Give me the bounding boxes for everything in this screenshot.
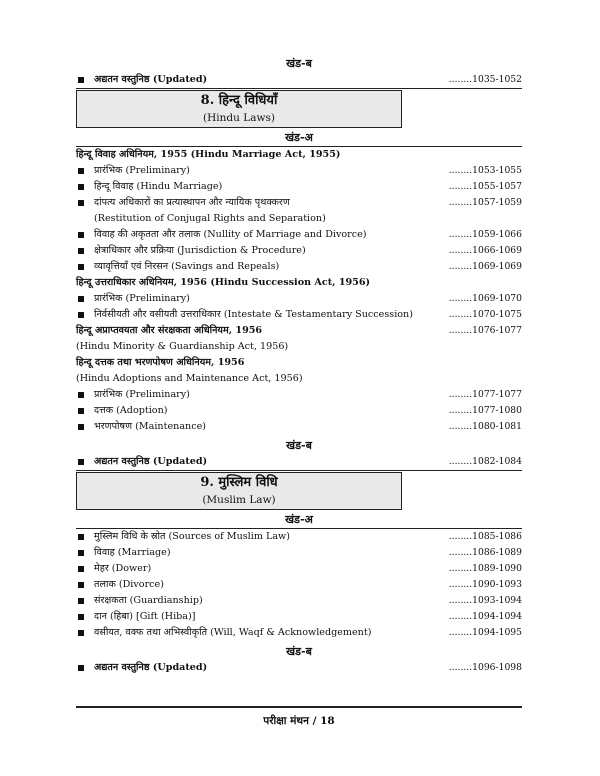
toc-entry: क्षेत्राधिकार और प्रक्रिया (Jurisdiction & Procedure) ........1066-1069 <box>76 243 522 259</box>
act-heading: हिन्दू अप्राप्तवयता और संरक्षकता अधिनियम, 1956 ........1076-1077 <box>76 325 522 336</box>
bullet-icon <box>78 168 84 174</box>
bullet-icon <box>78 184 84 190</box>
toc-entry: दांपत्य अधिकारों का प्रत्यास्थापन और न्यायिक पृथक्करण ........1057-1059 <box>76 195 522 211</box>
bullet-icon <box>78 424 84 430</box>
bullet-icon <box>78 598 84 604</box>
act-heading: हिन्दू विवाह अधिनियम, 1955 (Hindu Marriage Act, 1955) <box>76 149 341 160</box>
toc-entry: भरणपोषण (Maintenance) ........1080-1081 <box>76 419 522 435</box>
toc-entry: व्यावृत्तियाँ एवं निरसन (Savings and Repeals) ........1069-1069 <box>76 259 522 275</box>
toc-entry: हिन्दू विवाह (Hindu Marriage) ........1055-1057 <box>76 179 522 195</box>
bullet-icon <box>78 459 84 465</box>
bullet-icon <box>78 232 84 238</box>
bullet-icon <box>78 550 84 556</box>
toc-entry: मुस्लिम विधि के स्रोत (Sources of Muslim Law) ........1085-1086 <box>76 529 522 545</box>
toc-page <box>76 56 522 676</box>
toc-entry: वसीयत, वक्फ तथा अभिस्वीकृति (Will, Waqf & Acknowledgement) ........1094-1095 <box>76 625 522 641</box>
bullet-icon <box>78 630 84 636</box>
bullet-icon <box>78 200 84 206</box>
chapter-8-title-box <box>76 90 402 128</box>
chapter-subtitle: (Muslim Law) <box>202 494 276 506</box>
toc-entry: मेहर (Dower) ........1089-1090 <box>76 561 522 577</box>
toc-entry: दान (हिबा) [Gift (Hiba)] ........1094-1094 <box>76 609 522 625</box>
bullet-icon <box>78 665 84 671</box>
toc-entry: विवाह की अकृतता और तलाक (Nullity of Marriage and Divorce) ........1059-1066 <box>76 227 522 243</box>
section-heading-b: खंड-ब <box>286 439 312 452</box>
toc-entry: प्रारंभिक (Preliminary) ........1069-1070 <box>76 291 522 307</box>
toc-entry: विवाह (Marriage) ........1086-1089 <box>76 545 522 561</box>
chapter-title: 8. हिन्दू विधियाँ <box>200 93 278 108</box>
bullet-icon <box>78 296 84 302</box>
divider <box>76 470 522 471</box>
toc-entry-continuation: (Restitution of Conjugal Rights and Separation) <box>94 213 326 224</box>
bullet-icon <box>78 534 84 540</box>
bullet-icon <box>78 566 84 572</box>
divider <box>76 88 522 89</box>
toc-entry-updated: अद्यतन वस्तुनिष्ठ (Updated) ........1035-1052 <box>76 72 522 88</box>
act-english-title: (Hindu Minority & Guardianship Act, 1956) <box>76 341 289 352</box>
act-english-title: (Hindu Adoptions and Maintenance Act, 1956) <box>76 373 303 384</box>
bullet-icon <box>78 248 84 254</box>
toc-entry-updated: अद्यतन वस्तुनिष्ठ (Updated) ........1082-1084 <box>76 454 522 470</box>
section-heading-a: खंड-अ <box>285 131 313 144</box>
bullet-icon <box>78 392 84 398</box>
toc-entry: दत्तक (Adoption) ........1077-1080 <box>76 403 522 419</box>
section-heading-a: खंड-अ <box>285 513 313 526</box>
bullet-icon <box>78 582 84 588</box>
section-heading-b: खंड-ब <box>286 57 312 70</box>
bullet-icon <box>78 408 84 414</box>
bullet-icon <box>78 77 84 83</box>
section-heading-b: खंड-ब <box>286 645 312 658</box>
bullet-icon <box>78 264 84 270</box>
page-footer: परीक्षा मंथन / 18 <box>76 706 522 728</box>
bullet-icon <box>78 312 84 318</box>
toc-entry: निर्वसीयती और वसीयती उत्तराधिकार (Intestate & Testamentary Succession) ........1070-1075 <box>76 307 522 323</box>
toc-entry: प्रारंभिक (Preliminary) ........1053-1055 <box>76 163 522 179</box>
toc-entry: संरक्षकता (Guardianship) ........1093-1094 <box>76 593 522 609</box>
act-heading: हिन्दू उत्तराधिकार अधिनियम, 1956 (Hindu Succession Act, 1956) <box>76 277 371 288</box>
chapter-subtitle: (Hindu Laws) <box>203 112 275 124</box>
bullet-icon <box>78 614 84 620</box>
act-heading: हिन्दू दत्तक तथा भरणपोषण अधिनियम, 1956 <box>76 357 245 368</box>
toc-entry: प्रारंभिक (Preliminary) ........1077-1077 <box>76 387 522 403</box>
chapter-9-title-box <box>76 472 402 510</box>
toc-entry-updated: अद्यतन वस्तुनिष्ठ (Updated) ........1096-1098 <box>76 660 522 676</box>
toc-entry: तलाक (Divorce) ........1090-1093 <box>76 577 522 593</box>
chapter-title: 9. मुस्लिम विधि <box>200 475 278 490</box>
